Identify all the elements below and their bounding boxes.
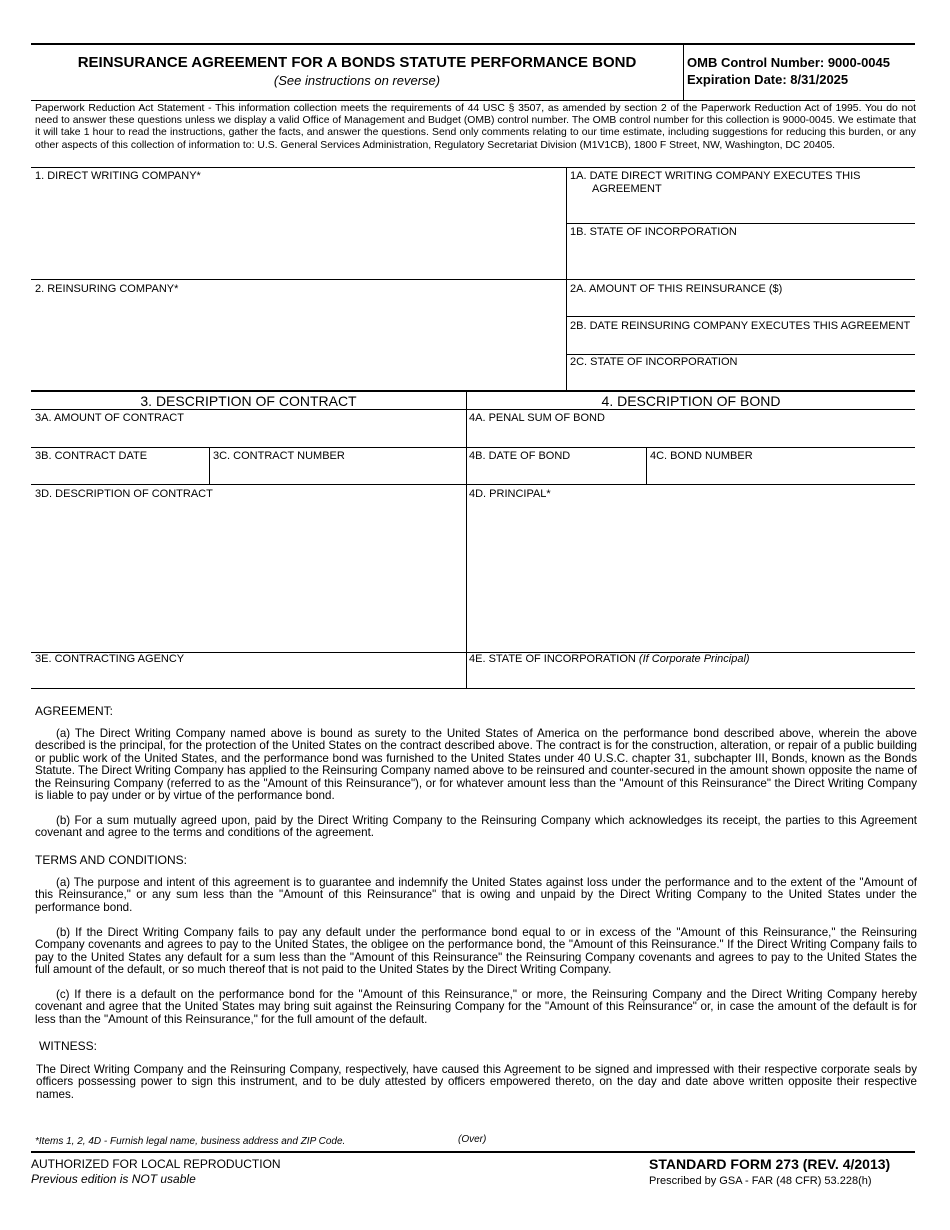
contract-number-field[interactable]	[213, 465, 462, 481]
form-title: REINSURANCE AGREEMENT FOR A BONDS STATUTE PERFORMANCE BOND	[77, 54, 637, 71]
contract-date-field[interactable]	[35, 465, 205, 481]
form-subtitle: (See instructions on reverse)	[273, 73, 441, 88]
amount-of-contract-field[interactable]	[35, 427, 461, 443]
authorized-reproduction: AUTHORIZED FOR LOCAL REPRODUCTION	[31, 1157, 281, 1171]
date-direct-writing-executes-label: 1A. DATE DIRECT WRITING COMPANY EXECUTES THIS	[570, 170, 861, 182]
standard-form-name: STANDARD FORM 273 (REV. 4/2013)	[649, 1156, 891, 1172]
divider-3b-3c	[209, 447, 210, 485]
description-of-contract-label: 3D. DESCRIPTION OF CONTRACT	[35, 488, 213, 500]
field-1a-bottom-line	[567, 223, 915, 224]
date-direct-writing-executes-label-cont: AGREEMENT	[592, 183, 662, 195]
date-direct-writing-executes-field[interactable]	[570, 200, 910, 218]
date-reinsuring-executes-field[interactable]	[570, 335, 910, 350]
contracting-agency-field[interactable]	[35, 668, 461, 684]
agreement-paragraph-a: (a) The Direct Writing Company named above is bound as surety to the United States of America on the performance bond described above, wherein the above described is the principal, for the protection of the United States on the contract described above. The contract is for the construction, alteration, or repair of a public building or public work of the United States, and the performance bond was furnished to the United States under 40 U.S.C. chapter 31, subchapter III, Bonds, known as the Bonds Statute. The Direct Writing Company has applied to the Reinsuring Company named above to be reinsured and counter-secured in the amount shown opposite the name of the Reinsuring Company (referred to as the "Amount of this Reinsurance"), or for whatever amount less than the "Amount of this Reinsurance" the Direct Writing Company is liable to pay under or by virtue of the performance bond.	[35, 727, 917, 803]
footnote: *Items 1, 2, 4D - Furnish legal name, business address and ZIP Code.	[35, 1136, 346, 1147]
agreement-paragraph-b: (b) For a sum mutually agreed upon, paid by the Direct Writing Company to the Reinsuring Company which acknowledges its receipt, the parties to this Agreement covenant and agree to the terms and conditions of the agreement.	[35, 814, 917, 840]
amount-of-contract-label: 3A. AMOUNT OF CONTRACT	[35, 412, 184, 424]
witness-paragraph: The Direct Writing Company and the Reinsuring Company, respectively, have caused this Agreement to be signed and impressed with their respective corporate seals by officers possessing power to sign this instrument, and to be duly attested by officers empowered thereto, on the day and date above written opposite their respective names.	[36, 1063, 917, 1101]
section34-top-line	[31, 390, 915, 392]
row-3a-4a-bottom-line	[31, 447, 915, 448]
penal-sum-of-bond-field[interactable]	[469, 427, 911, 443]
header-bottom-line	[31, 100, 915, 101]
state-of-incorporation-1b-label: 1B. STATE OF INCORPORATION	[570, 226, 737, 238]
bond-number-field[interactable]	[650, 465, 911, 481]
state-of-incorporation-2c-label: 2C. STATE OF INCORPORATION	[570, 356, 738, 368]
description-of-contract-field[interactable]	[35, 503, 461, 647]
date-of-bond-field[interactable]	[469, 465, 642, 481]
contracting-agency-label: 3E. CONTRACTING AGENCY	[35, 653, 185, 665]
principal-field[interactable]	[469, 503, 911, 647]
state-of-incorporation-2c-field[interactable]	[570, 371, 910, 387]
amount-of-reinsurance-label: 2A. AMOUNT OF THIS REINSURANCE ($)	[570, 283, 783, 295]
section34-divider	[466, 392, 467, 689]
section3-heading: 3. DESCRIPTION OF CONTRACT	[140, 393, 357, 409]
reinsuring-company-label: 2. REINSURING COMPANY*	[35, 283, 179, 295]
field-2b-bottom-line	[567, 354, 915, 355]
amount-of-reinsurance-field[interactable]	[570, 298, 910, 314]
state-of-incorporation-4e-label-note: (If Corporate Principal)	[638, 653, 750, 665]
previous-edition-note: Previous edition is NOT usable	[31, 1172, 196, 1186]
reinsuring-company-field[interactable]	[35, 298, 561, 386]
bond-number-label: 4C. BOND NUMBER	[650, 450, 753, 462]
direct-writing-company-field[interactable]	[35, 185, 561, 275]
state-of-incorporation-4e-label	[469, 653, 750, 666]
penal-sum-of-bond-label: 4A. PENAL SUM OF BOND	[469, 412, 605, 424]
state-of-incorporation-1b-field[interactable]	[570, 244, 910, 264]
row-3b-4b-bottom-line	[31, 484, 915, 485]
state-of-incorporation-4e-label-text: 4E. STATE OF INCORPORATION	[469, 653, 636, 665]
section1-top-line	[31, 167, 915, 168]
terms-paragraph-b: (b) If the Direct Writing Company fails to pay any default under the performance bond equal to or in excess of the "Amount of this Reinsurance," the Reinsuring Company covenants and agrees to pay to the United States, the obligee on the performance bond, the "Amount of this Reinsurance." If the Direct Writing Company fails to pay to the United States any default for a sum less than the "Amount of this Reinsurance" the Reinsuring Company covenants and agrees to pay to the United States the full amount of the default, or so much thereof that is not paid to the United States by the Direct Writing Company.	[35, 926, 917, 977]
omb-control-number: OMB Control Number: 9000-0045	[687, 55, 890, 70]
principal-label: 4D. PRINCIPAL*	[469, 488, 551, 500]
expiration-date: Expiration Date: 8/31/2025	[687, 72, 849, 87]
header-divider	[683, 44, 684, 100]
footer-top-line	[31, 1151, 915, 1153]
section-heading-bottom-line	[31, 409, 915, 410]
terms-paragraph-a: (a) The purpose and intent of this agreement is to guarantee and indemnify the United States against loss under the performance and to the extent of the "Amount of this Reinsurance," or any sum less than the "Amount of this Reinsurance" that is owing and unpaid by the Direct Writing Company to the United States under the performance bond.	[35, 876, 917, 914]
terms-paragraph-c: (c) If there is a default on the performance bond for the "Amount of this Reinsurance," or more, the Reinsuring Company and the Direct Writing Company hereby covenant and agree that the United States may bring suit against the Reinsuring Company for the "Amount of this Reinsurance" or, in case the amount of the default is for less than the "Amount of this Reinsurance," for the full amount of the default.	[35, 988, 917, 1026]
top-border	[31, 43, 915, 45]
date-reinsuring-executes-label: 2B. DATE REINSURING COMPANY EXECUTES THIS AGREEMENT	[570, 320, 911, 332]
agreement-heading: AGREEMENT:	[35, 704, 114, 718]
divider-4b-4c	[646, 447, 647, 485]
prescribed-by: Prescribed by GSA - FAR (48 CFR) 53.228(h)	[649, 1175, 872, 1187]
date-of-bond-label: 4B. DATE OF BOND	[469, 450, 571, 462]
over-note: (Over)	[458, 1134, 487, 1145]
paperwork-statement: Paperwork Reduction Act Statement - This information collection meets the requirements of 44 USC § 3507, as amended by section 2 of the Paperwork Reduction Act of 1995. You do not need to answer these questions unless we display a valid Office of Management and Budget (OMB) control number. The OMB control number for this collection is 9000-0045. We estimate that it will take 1 hour to read the instructions, gather the facts, and answer the questions. Send only comments relating to our time estimate, including suggestions for reducing this burden, or any other aspects of this collection of information to: U.S. General Services Administration, Regulatory Secretariat Division (M1V1CB), 1800 F Street, NW, Washington, DC 20405.	[35, 103, 916, 151]
section2-top-line	[31, 279, 915, 280]
direct-writing-company-label: 1. DIRECT WRITING COMPANY*	[35, 170, 201, 182]
contract-number-label: 3C. CONTRACT NUMBER	[213, 450, 345, 462]
terms-heading: TERMS AND CONDITIONS:	[35, 853, 188, 867]
state-of-incorporation-4e-field[interactable]	[469, 668, 911, 684]
field-2a-bottom-line	[567, 316, 915, 317]
row-3e-4e-bottom-line	[31, 688, 915, 689]
witness-heading: WITNESS:	[39, 1039, 98, 1053]
section4-heading: 4. DESCRIPTION OF BOND	[601, 393, 781, 409]
contract-date-label: 3B. CONTRACT DATE	[35, 450, 148, 462]
